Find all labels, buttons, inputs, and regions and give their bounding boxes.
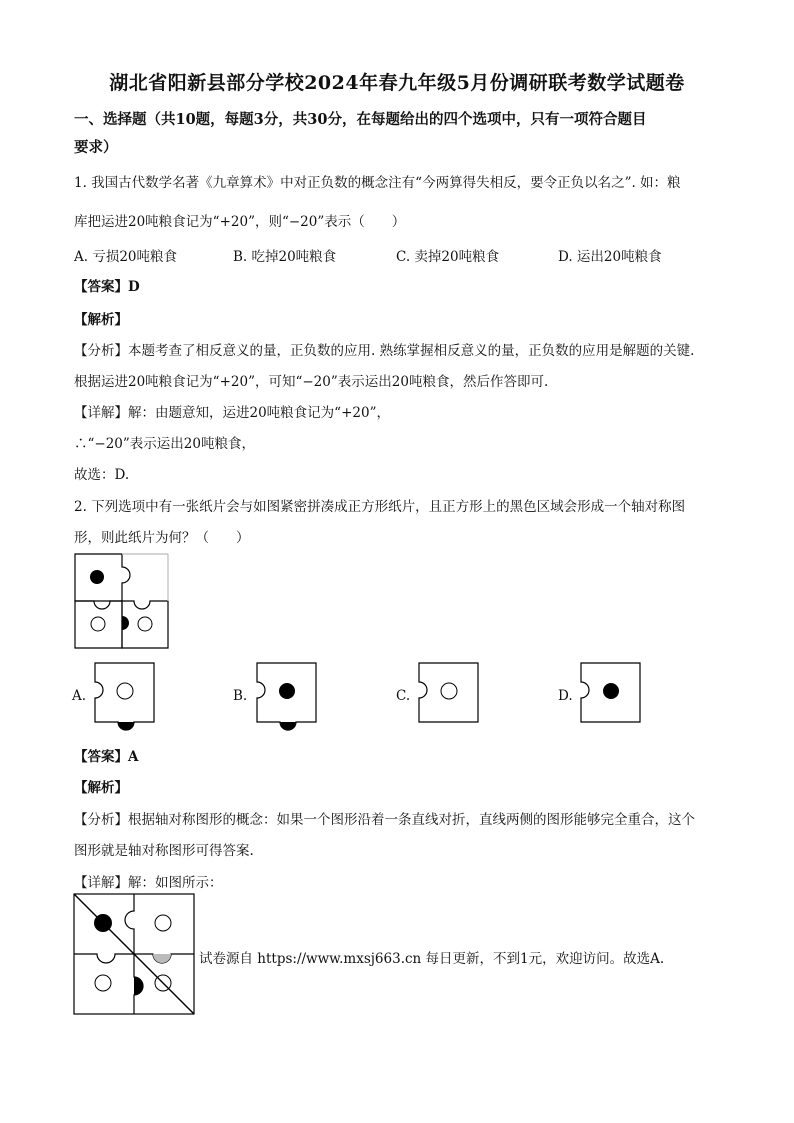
q1-detail-line3: 故选：D.	[74, 467, 130, 483]
q1-option-a: A. 亏损20吨粮食	[74, 249, 178, 265]
q2-footer-line: 试卷源自 https://www.mxsj663.cn 每日更新，不到1元，欢迎访问。故选A.	[199, 951, 665, 967]
q2-analysis-line2: 图形就是轴对称图形可得答案.	[74, 843, 254, 859]
q1-option-b: B. 吃掉20吨粮食	[233, 249, 337, 265]
q2-analysis-line1: 【分析】根据轴对称图形的概念：如果一个图形沿着一条直线对折，直线两侧的图形能够完全重合，这个	[74, 812, 695, 828]
q1-option-d: D. 运出20吨粮食	[558, 249, 662, 265]
q2-analysis-heading: 【解析】	[74, 780, 128, 796]
q2-puzzle-figure	[74, 553, 174, 653]
q2-option-b-label: B.	[233, 688, 248, 704]
q2-text-line2: 形，则此纸片为何？（ ）	[74, 530, 250, 546]
q1-option-c: C. 卖掉20吨粮食	[396, 249, 500, 265]
q1-analysis-heading: 【解析】	[74, 312, 128, 328]
q1-text-line1: 1. 我国古代数学名著《九章算术》中对正负数的概念注有“今两算得失相反，要令正负以名之”. 如：粮	[74, 175, 681, 191]
q1-text-line2: 库把运进20吨粮食记为“+20”，则“−20”表示（ ）	[74, 214, 406, 230]
q2-option-c-figure	[418, 662, 480, 730]
q2-solution-figure	[73, 893, 197, 1017]
q1-detail-line1: 【详解】解：由题意知，运进20吨粮食记为“+20”，	[74, 405, 390, 421]
section-heading-line1: 一、选择题（共10题，每题3分，共30分，在每题给出的四个选项中，只有一项符合题目	[74, 111, 647, 128]
page-title: 湖北省阳新县部分学校2024年春九年级5月份调研联考数学试题卷	[109, 72, 685, 94]
q2-option-a-figure	[94, 662, 156, 730]
q2-option-c-label: C.	[396, 688, 411, 704]
q1-answer: 【答案】D	[74, 279, 140, 295]
q1-analysis-line1: 【分析】本题考查了相反意义的量，正负数的应用. 熟练掌握相反意义的量，正负数的应用是解题的关键.	[74, 343, 695, 359]
q2-option-d-label: D.	[558, 688, 573, 704]
q2-answer: 【答案】A	[74, 749, 139, 765]
q2-option-a-label: A.	[72, 688, 87, 704]
q2-text-line1: 2. 下列选项中有一张纸片会与如图紧密拼凑成正方形纸片，且正方形上的黑色区域会形成一个轴对称图	[74, 499, 686, 515]
q2-option-d-figure	[580, 662, 642, 730]
q1-detail-line2: ∴“−20”表示运出20吨粮食，	[74, 436, 255, 452]
q1-analysis-line2: 根据运进20吨粮食记为“+20”，可知“−20”表示运出20吨粮食，然后作答即可.	[74, 374, 549, 390]
q2-detail-line1: 【详解】解：如图所示：	[74, 875, 223, 891]
q2-option-b-figure	[256, 662, 318, 730]
section-heading-line2: 要求）	[74, 139, 118, 156]
